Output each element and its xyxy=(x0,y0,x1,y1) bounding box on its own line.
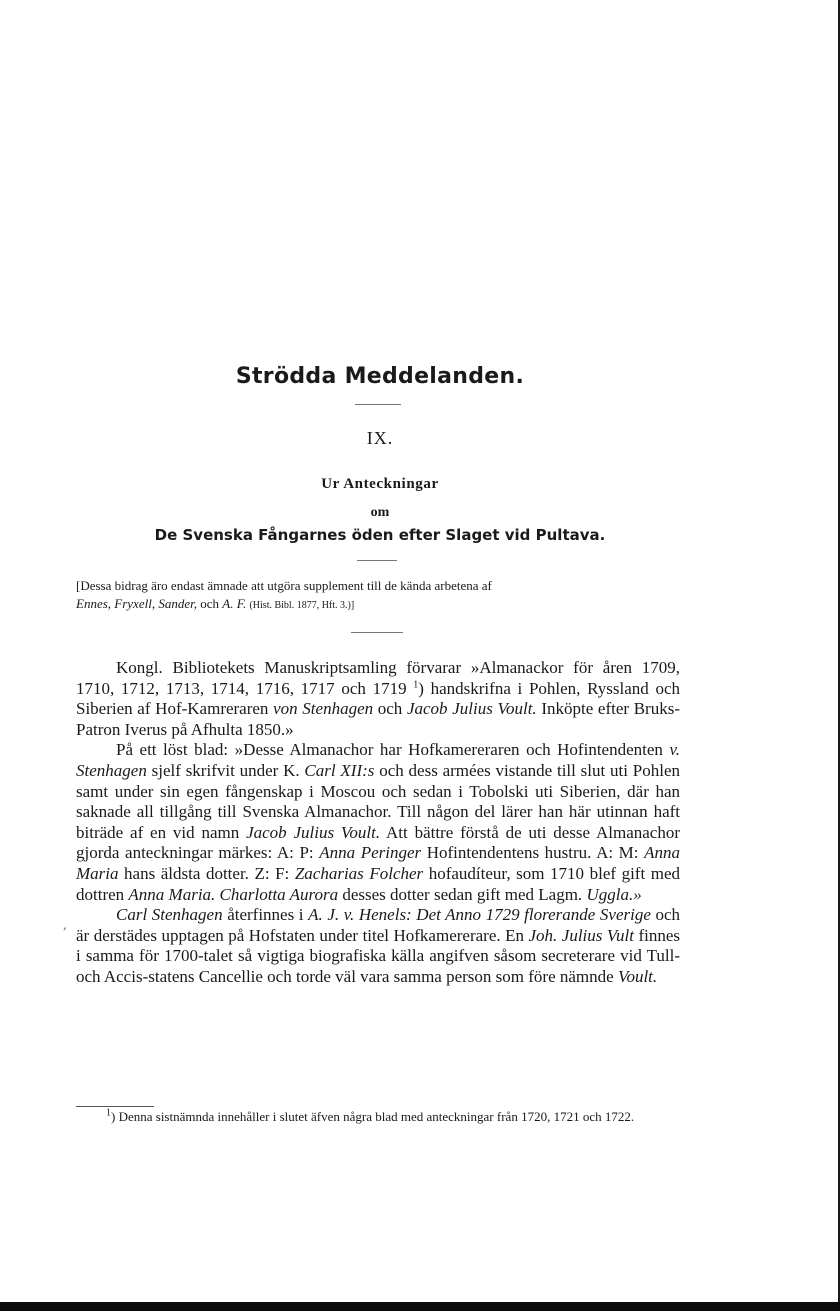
p3-italic-2: A. J. v. Henels: Det Anno 1729 florerande Sverige xyxy=(308,905,651,925)
footnote-divider xyxy=(76,1106,154,1107)
section-subtitle-1: Ur Anteckningar xyxy=(321,476,439,492)
footnote-text: ) Denna sistnämnda innehåller i slutet äfven några blad med anteckningar från 1720, 1721 och 1722. xyxy=(111,1109,635,1124)
p3-text-1: återfinnes i xyxy=(227,905,304,925)
p3-text-3: finnes i samma för 1700-talet så vigtiga biografiska källa angifven såsom secreterare vid Tull- och Accis-statens Cancellie och torde väl vara samma person som före nämnde xyxy=(76,925,681,986)
p2-italic-7: Anna Maria. xyxy=(128,884,216,904)
p2-italic-9: Uggla.» xyxy=(586,884,642,904)
p2-text-5: Hofintendentens hustru. A: M: xyxy=(426,843,639,863)
p2-text-3: och dess armées vistande till slut uti Pohlen samt under sin egen fångenskap i Moscou och sedan i Tobolski uti Siberien, där han saknade all tillgång till Svenska Almanachor. Till någon del lärer han här utinnan haft biträde af en vid namn xyxy=(76,760,680,842)
p1-text-2: ) handskrifna i Pohlen, Ryssland och Siberien af Hof-Kamreraren xyxy=(76,678,680,719)
margin-speck: , xyxy=(63,918,67,932)
p2-italic-5: Anna Maria xyxy=(76,843,680,883)
p2-italic-6: Zacharias Folcher xyxy=(294,863,424,883)
p3-italic-4: Voult. xyxy=(617,966,658,986)
title-divider xyxy=(355,404,401,405)
footnote xyxy=(76,1109,680,1125)
p1-italic-1: von Stenhagen xyxy=(273,699,374,719)
paragraph-3 xyxy=(76,905,680,987)
note-divider xyxy=(351,632,403,633)
p3-italic-3: Joh. Julius Vult xyxy=(528,925,634,945)
p1-text-3: och xyxy=(377,699,403,719)
p1-text-1: Kongl. Bibliotekets Manuskriptsamling förvarar »Almanackor för åren 1709, 1710, 1712, 1713, 1714, 1716, 1717 och 1719 xyxy=(76,658,680,698)
p2-italic-8: Charlotta Aurora xyxy=(219,884,339,904)
p2-italic-1: v. Stenhagen xyxy=(76,740,680,780)
note-open: [Dessa bidrag äro endast ämnade att utgöra supplement till de kända arbetena af xyxy=(76,578,492,593)
p1-italic-2: Jacob Julius Voult. xyxy=(406,699,537,719)
p3-italic-1: Carl Stenhagen xyxy=(116,905,223,925)
section-subtitle-3: De Svenska Fångarnes öden efter Slaget vid Pultava. xyxy=(154,526,606,544)
footnote-ref: 1 xyxy=(413,678,419,690)
paragraph-1 xyxy=(76,658,680,740)
subtitle-divider xyxy=(357,560,397,561)
note-author-2: Fryxell, xyxy=(114,596,156,611)
body-text xyxy=(76,658,680,988)
paragraph-2 xyxy=(76,740,680,905)
scan-bottom-edge xyxy=(0,1302,840,1311)
page-title: Strödda Meddelanden. xyxy=(235,364,525,389)
note-author-1: Ennes, xyxy=(76,596,112,611)
p2-text-2: sjelf skrifvit under K. xyxy=(151,760,300,780)
p3-text-2: och är derstädes upptagen på Hofstaten under titel Hofkamererare. En xyxy=(76,905,681,945)
note-reference: (Hist. Bibl. 1877, Hft. 3.)] xyxy=(249,600,355,611)
p2-text-8: desses dotter sedan gift med Lagm. xyxy=(342,884,583,904)
section-numeral: IX. xyxy=(366,428,394,448)
editorial-note xyxy=(76,577,680,615)
section-subtitle-2: om xyxy=(370,505,390,520)
note-author-4: A. F. xyxy=(222,596,247,611)
p2-italic-4: Anna Peringer xyxy=(319,843,422,863)
p2-text-1: På ett löst blad: »Desse Almanachor har Hofkamereraren och Hofintendenten xyxy=(116,740,663,760)
p2-text-7: hofaudíteur, som 1710 blef gift med dottren xyxy=(76,863,680,904)
p2-text-6: hans äldsta dotter. Z: F: xyxy=(124,863,290,883)
p2-italic-3: Jacob Julius Voult. xyxy=(246,822,381,842)
p2-text-4: Att bättre förstå de uti desse Almanachor gjorda anteckningar märkes: A: P: xyxy=(76,822,680,863)
p2-italic-2: Carl XII:s xyxy=(304,760,375,780)
p1-text-4: Inköpte efter Bruks-Patron Iverus på Afhulta 1850.» xyxy=(76,699,680,739)
note-och: och xyxy=(200,596,219,611)
note-author-3: Sander, xyxy=(158,596,197,611)
footnote-marker: 1 xyxy=(106,1107,111,1119)
